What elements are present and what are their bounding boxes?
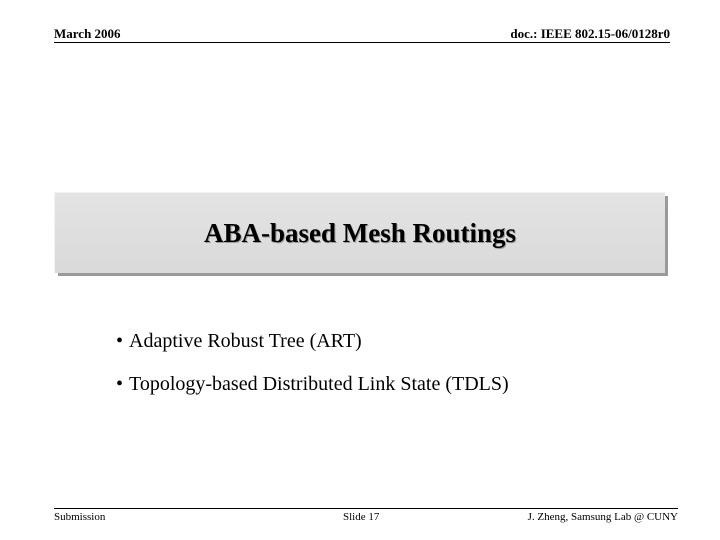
footer-slide-number: Slide 17 [343,511,380,523]
bullet-text: Adaptive Robust Tree (ART) [129,330,362,352]
bullet-text: Topology-based Distributed Link State (TDLS) [129,373,509,395]
bullet-item [116,330,509,353]
header-doc-id: doc.: IEEE 802.15-06/0128r0 [510,26,670,41]
footer-author: J. Zheng, Samsung Lab @ CUNY [527,511,678,523]
slide-title: ABA-based Mesh Routings [203,217,517,248]
bullet-item [116,373,509,396]
header-divider [54,42,670,43]
bullet-dot-icon: • [116,373,124,395]
header-date: March 2006 [54,26,121,41]
title-box [54,192,665,273]
footer-divider [54,508,678,509]
footer-submission: Submission [54,511,106,523]
bullet-list [116,330,509,416]
bullet-dot-icon: • [116,330,124,352]
